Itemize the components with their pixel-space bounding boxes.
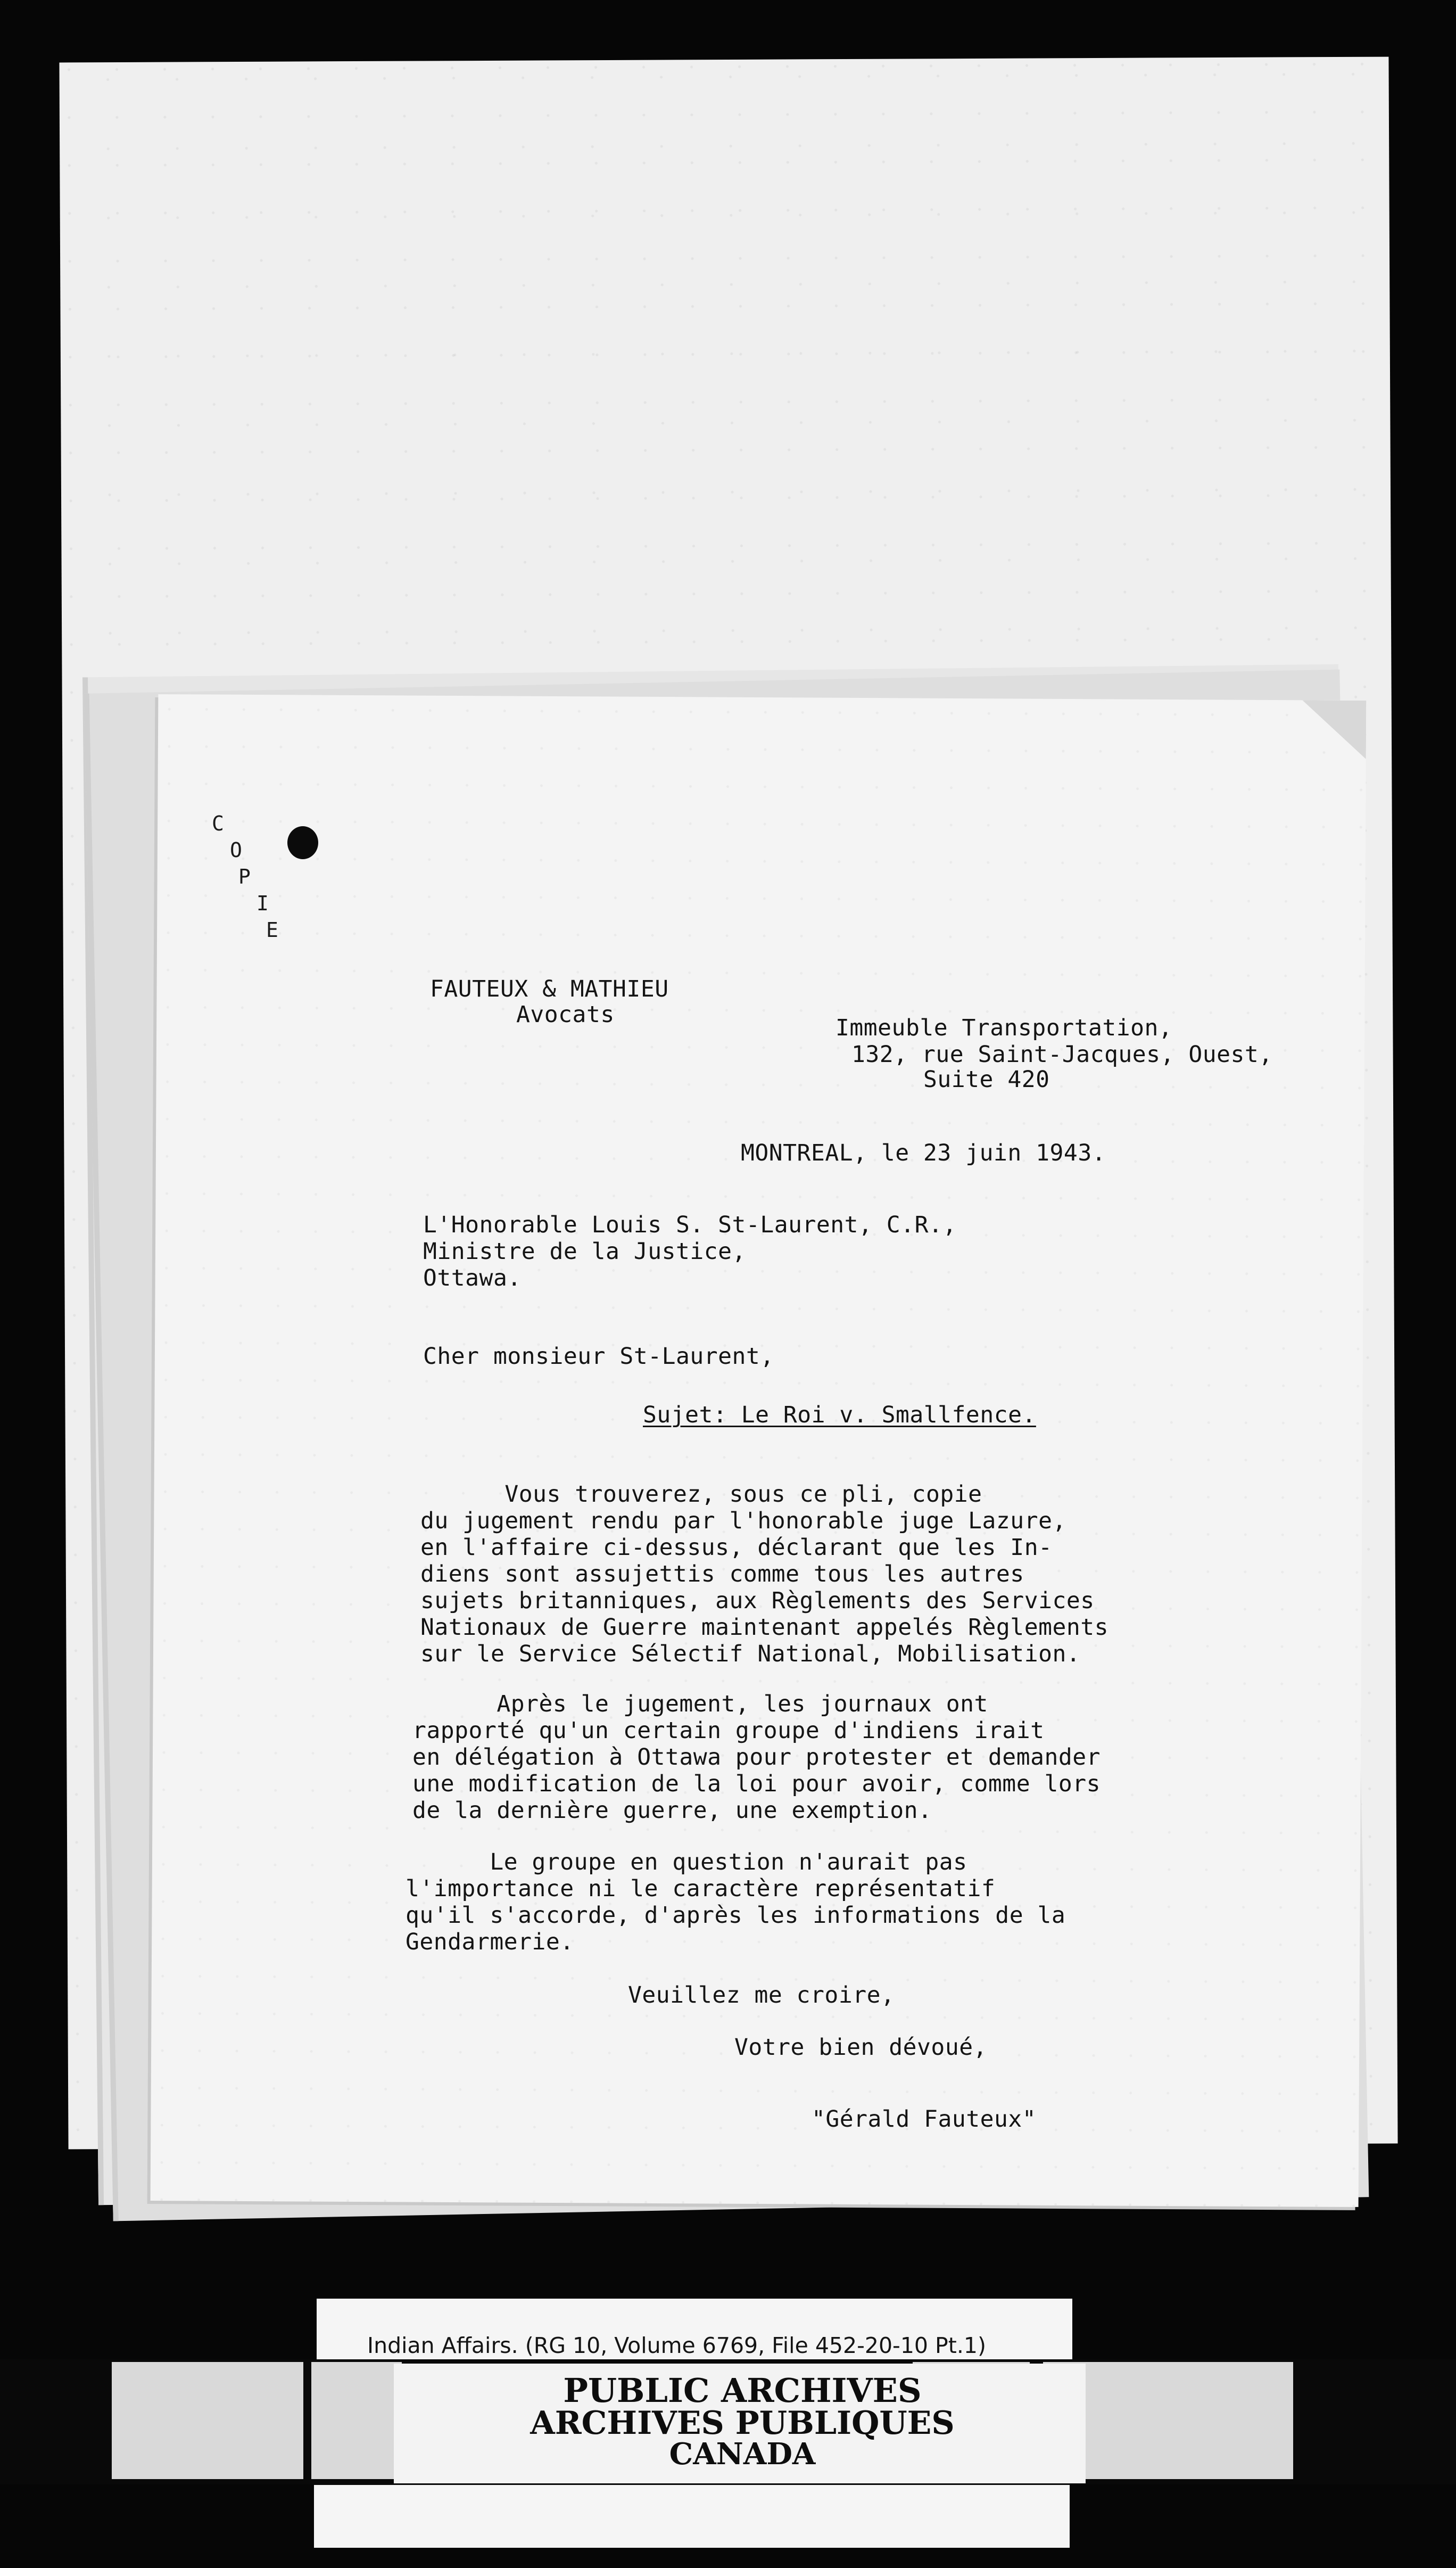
closing-line: Veuillez me croire, bbox=[628, 1982, 895, 2009]
copie-letter: P bbox=[238, 865, 251, 888]
body-line: Après le jugement, les journaux ont bbox=[412, 1691, 988, 1717]
archive-stamp-line: ARCHIVES PUBLIQUES bbox=[530, 2405, 955, 2442]
letter-sheet bbox=[151, 694, 1367, 2207]
recipient-line: Ministre de la Justice, bbox=[423, 1238, 746, 1265]
body-line: diens sont assujettis comme tous les autres bbox=[420, 1561, 1024, 1587]
copie-letter: O bbox=[230, 838, 242, 862]
address-line: Suite 420 bbox=[923, 1066, 1050, 1093]
salutation: Cher monsieur St-Laurent, bbox=[423, 1343, 774, 1370]
body-line: Le groupe en question n'aurait pas bbox=[406, 1849, 967, 1875]
body-line: rapporté qu'un certain groupe d'indiens irait bbox=[412, 1717, 1045, 1744]
copie-letter: E bbox=[266, 918, 278, 942]
tape-left-inner bbox=[311, 2362, 402, 2479]
recipient-line: Ottawa. bbox=[423, 1265, 522, 1291]
folded-corner bbox=[1302, 700, 1367, 759]
body-line: du jugement rendu par l'honorable juge Lazure, bbox=[420, 1508, 1066, 1534]
body-line: l'importance ni le caractère représentatif bbox=[406, 1875, 996, 1902]
copie-letter: I bbox=[257, 892, 269, 915]
archive-label-bottom bbox=[314, 2485, 1070, 2548]
address-line: Immeuble Transportation, bbox=[835, 1015, 1173, 1041]
body-line: sujets britanniques, aux Règlements des Services bbox=[420, 1587, 1095, 1614]
punch-hole bbox=[287, 826, 318, 859]
firm-name: FAUTEUX & MATHIEU bbox=[430, 976, 669, 1002]
signature: "Gérald Fauteux" bbox=[812, 2106, 1037, 2133]
tape-left bbox=[112, 2362, 303, 2479]
body-line: Gendarmerie. bbox=[406, 1929, 574, 1955]
body-line: Vous trouverez, sous ce pli, copie bbox=[420, 1481, 982, 1508]
address-line: 132, rue Saint-Jacques, Ouest, bbox=[851, 1041, 1273, 1068]
archive-stamp-line: CANADA bbox=[669, 2437, 816, 2472]
body-line: qu'il s'accorde, d'après les informations de la bbox=[406, 1902, 1066, 1929]
body-line: une modification de la loi pour avoir, comme lors bbox=[412, 1771, 1101, 1797]
recipient-line: L'Honorable Louis S. St-Laurent, C.R., bbox=[423, 1212, 957, 1238]
archive-stamp-line: PUBLIC ARCHIVES bbox=[563, 2371, 922, 2410]
subject-line: Sujet: Le Roi v. Smallfence. bbox=[643, 1402, 1036, 1428]
dateline: MONTREAL, le 23 juin 1943. bbox=[741, 1140, 1106, 1166]
firm-role: Avocats bbox=[516, 1001, 615, 1028]
body-line: sur le Service Sélectif National, Mobilisation. bbox=[420, 1641, 1081, 1667]
body-line: de la dernière guerre, une exemption. bbox=[412, 1797, 932, 1824]
archive-reference: Indian Affairs. (RG 10, Volume 6769, File 452-20-10 Pt.1) bbox=[367, 2333, 986, 2358]
body-line: en délégation à Ottawa pour protester et demander bbox=[412, 1744, 1101, 1771]
closing-line: Votre bien dévoué, bbox=[734, 2034, 987, 2061]
copie-letter: C bbox=[212, 812, 224, 835]
body-line: en l'affaire ci-dessus, déclarant que les In- bbox=[420, 1534, 1053, 1561]
body-line: Nationaux de Guerre maintenant appelés Règlements bbox=[420, 1614, 1109, 1641]
